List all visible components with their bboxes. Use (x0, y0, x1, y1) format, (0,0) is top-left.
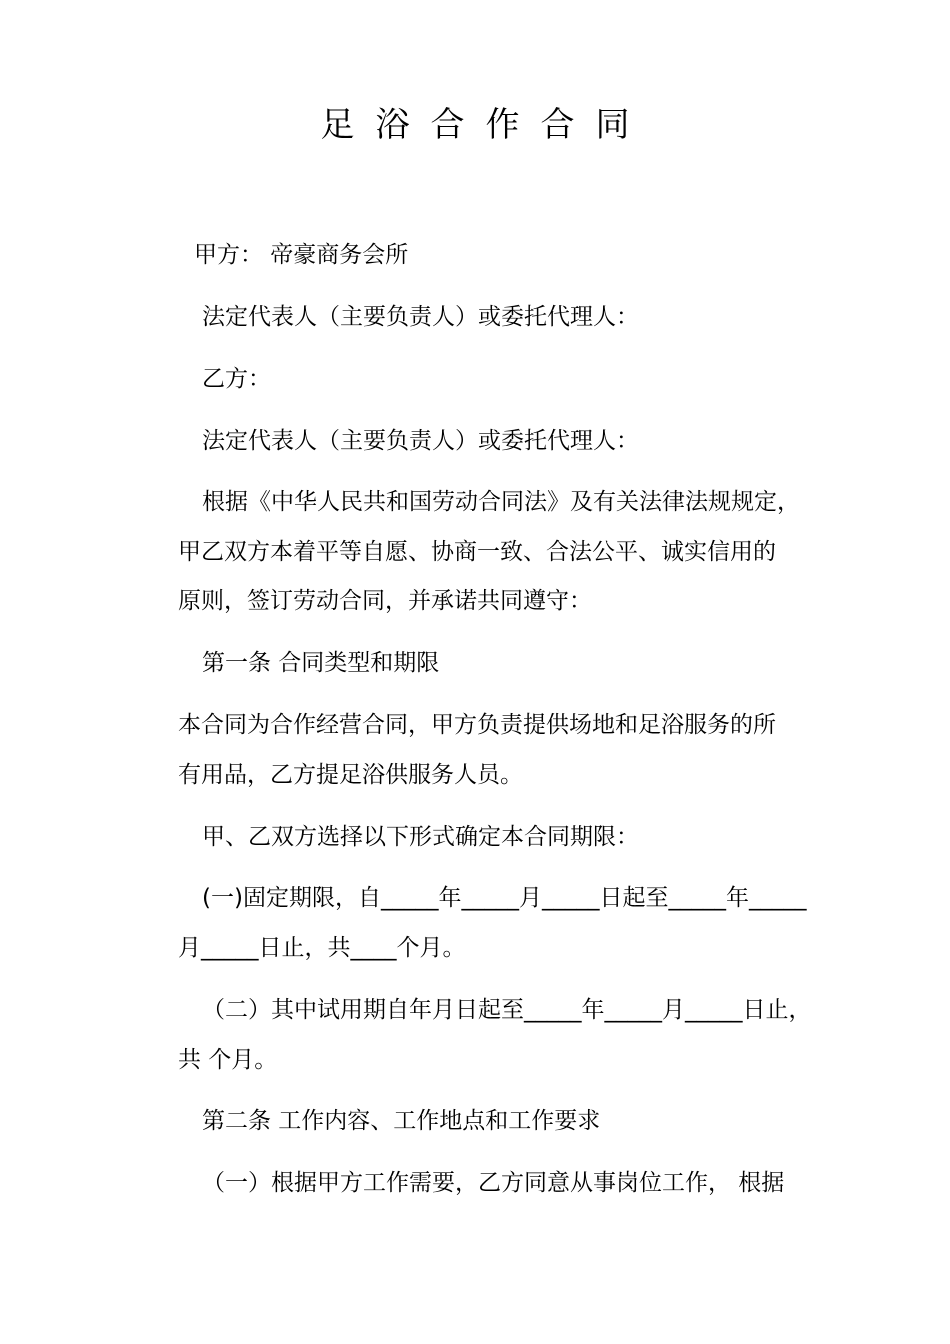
probation-line-2: 共 个月。 (178, 1047, 278, 1073)
party-b-line: 乙方： (202, 366, 271, 392)
preamble-line-1: 根据《中华人民共和国劳动合同法》及有关法律法规规定， (202, 489, 800, 515)
article-1-heading: 第一条 合同类型和期限 (202, 650, 440, 676)
article-1-paragraph-1-line-2: 有用品，乙方提足浴供服务人员。 (178, 762, 523, 788)
party-a-line: 甲方： 帝豪商务会所 (194, 242, 409, 268)
article-2-heading: 第二条 工作内容、工作地点和工作要求 (202, 1108, 601, 1134)
document-title: 足浴合作合同 (320, 105, 651, 145)
article-1-paragraph-1-line-1: 本合同为合作经营合同，甲方负责提供场地和足浴服务的所 (178, 712, 776, 738)
party-a-representative-line: 法定代表人（主要负责人）或委托代理人： (202, 304, 639, 330)
fixed-term-line-1: (一)固定期限，自_____年_____月_____日起至_____年_____ (202, 885, 807, 911)
preamble-line-3: 原则，签订劳动合同，并承诺共同遵守： (178, 588, 592, 614)
article-1-paragraph-2: 甲、乙双方选择以下形式确定本合同期限： (202, 824, 639, 850)
probation-line-1: （二）其中试用期自年月日起至_____年_____月_____日止， (202, 997, 812, 1023)
article-2-item-1: （一）根据甲方工作需要，乙方同意从事岗位工作， 根据 (202, 1170, 785, 1196)
fixed-term-line-2: 月_____日止，共____个月。 (178, 935, 466, 961)
party-b-representative-line: 法定代表人（主要负责人）或委托代理人： (202, 428, 639, 454)
preamble-line-2: 甲乙双方本着平等自愿、协商一致、合法公平、诚实信用的 (178, 539, 776, 565)
